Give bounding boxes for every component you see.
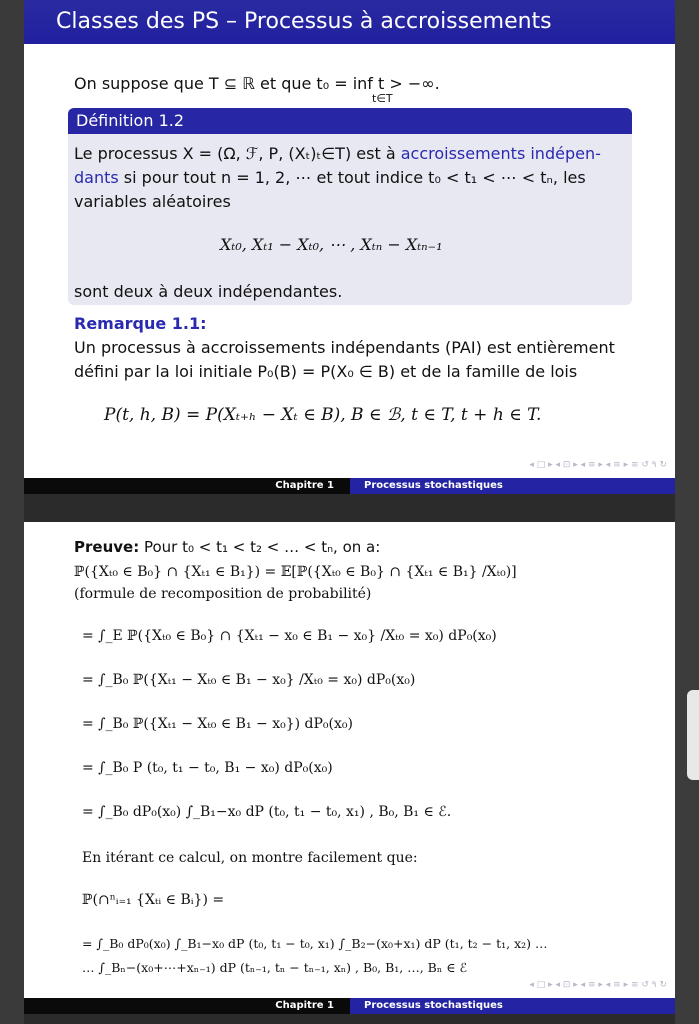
- beamer-nav-controls[interactable]: ◂ □ ▸ ◂ ⊡ ▸ ◂ ≡ ▸ ◂ ≡ ▸ ≡ ↺ ۹ ↻: [529, 460, 667, 470]
- background-right-strip: [675, 0, 699, 1024]
- proof-line-11: … ∫_Bₙ−(x₀+⋯+xₙ₋₁) dP (tₙ₋₁, tₙ − tₙ₋₁, xₙ) , B₀, B₁, …, Bₙ ∈ ℰ: [82, 960, 468, 975]
- footer-chapter-2: Chapitre 1: [275, 1000, 334, 1011]
- definition-term-end: dants: [74, 168, 119, 187]
- proof-line-8: En itérant ce calcul, on montre facilement que:: [82, 850, 418, 866]
- proof-line-6: = ∫_B₀ P (t₀, t₁ − t₀, B₁ − x₀) dP₀(x₀): [82, 760, 333, 776]
- slide-2: [24, 522, 675, 1014]
- proof-intro-text: Pour t₀ < t₁ < t₂ < … < tₙ, on a:: [139, 538, 381, 556]
- slide-2-footer: [24, 998, 675, 1014]
- proof-line-2: (formule de recomposition de probabilité): [74, 586, 372, 602]
- proof-line-1: ℙ({Xₜ₀ ∈ B₀} ∩ {Xₜ₁ ∈ B₁}) = 𝔼[ℙ({Xₜ₀ ∈ B₀} ∩ {Xₜ₁ ∈ B₁} /Xₜ₀)]: [74, 564, 517, 580]
- definition-line-2-text: si pour tout n = 1, 2, ⋯ et tout indice t₀ < t₁ < ⋯ < tₙ, les: [118, 168, 586, 187]
- slide-title: Classes des PS – Processus à accroissements indépendants: [24, 0, 675, 44]
- remark-line-1: Un processus à accroissements indépendants (PAI) est entièrement: [74, 338, 615, 357]
- slide-1: [24, 0, 675, 494]
- proof-line-5: = ∫_B₀ ℙ({Xₜ₁ − Xₜ₀ ∈ B₁ − x₀}) dP₀(x₀): [82, 716, 353, 732]
- definition-line-3: variables aléatoires: [74, 192, 231, 211]
- definition-formula: Xₜ₀, Xₜ₁ − Xₜ₀, ⋯ , Xₜₙ − Xₜₙ₋₁: [220, 235, 443, 254]
- remark-line-2: défini par la loi initiale P₀(B) = P(X₀ ∈ B) et de la famille de lois: [74, 362, 578, 381]
- beamer-nav-controls-2[interactable]: ◂ □ ▸ ◂ ⊡ ▸ ◂ ≡ ▸ ◂ ≡ ▸ ≡ ↺ ۹ ↻: [529, 980, 667, 990]
- proof-intro: [74, 538, 380, 556]
- remark-heading: Remarque 1.1:: [74, 314, 207, 333]
- side-tab-handle[interactable]: [687, 690, 699, 780]
- definition-term-start: accroissements indépen-: [400, 144, 601, 163]
- footer-chapter: Chapitre 1: [275, 480, 334, 491]
- definition-line-1: [74, 144, 601, 163]
- footer-section: Processus stochastiques: [350, 478, 675, 494]
- proof-line-10: = ∫_B₀ dP₀(x₀) ∫_B₁−x₀ dP (t₀, t₁ − t₀, x₁) ∫_B₂−(x₀+x₁) dP (t₁, t₂ − t₁, x₂) …: [82, 936, 548, 951]
- definition-heading: Définition 1.2: [68, 108, 632, 134]
- definition-line-2: [74, 168, 586, 187]
- intro-text: On suppose que T ⊆ ℝ et que t₀ = inf t > −∞.: [74, 74, 440, 93]
- proof-label: Preuve:: [74, 538, 140, 556]
- background-left-strip: [0, 0, 24, 1024]
- footer-section-2: Processus stochastiques: [350, 998, 675, 1014]
- definition-line-1-text: Le processus X = (Ω, ℱ, P, (Xₜ)ₜ∈T) est à: [74, 144, 401, 163]
- definition-conclusion: sont deux à deux indépendantes.: [74, 282, 343, 301]
- proof-line-4: = ∫_B₀ ℙ({Xₜ₁ − Xₜ₀ ∈ B₁ − x₀} /Xₜ₀ = x₀) dP₀(x₀): [82, 672, 416, 688]
- proof-line-7: = ∫_B₀ dP₀(x₀) ∫_B₁−x₀ dP (t₀, t₁ − t₀, x₁) , B₀, B₁ ∈ ℰ.: [82, 804, 452, 820]
- intro-subscript: t∈T: [372, 92, 393, 105]
- slide-1-footer: [24, 478, 675, 494]
- proof-line-3: = ∫_E ℙ({Xₜ₀ ∈ B₀} ∩ {Xₜ₁ − x₀ ∈ B₁ − x₀} /Xₜ₀ = x₀) dP₀(x₀): [82, 628, 497, 644]
- remark-formula: P(t, h, B) = P(Xₜ₊ₕ − Xₜ ∈ B), B ∈ ℬ, t ∈ T, t + h ∈ T.: [104, 405, 542, 425]
- proof-line-9: ℙ(∩ⁿᵢ₌₁ {Xₜᵢ ∈ Bᵢ}) =: [82, 892, 225, 908]
